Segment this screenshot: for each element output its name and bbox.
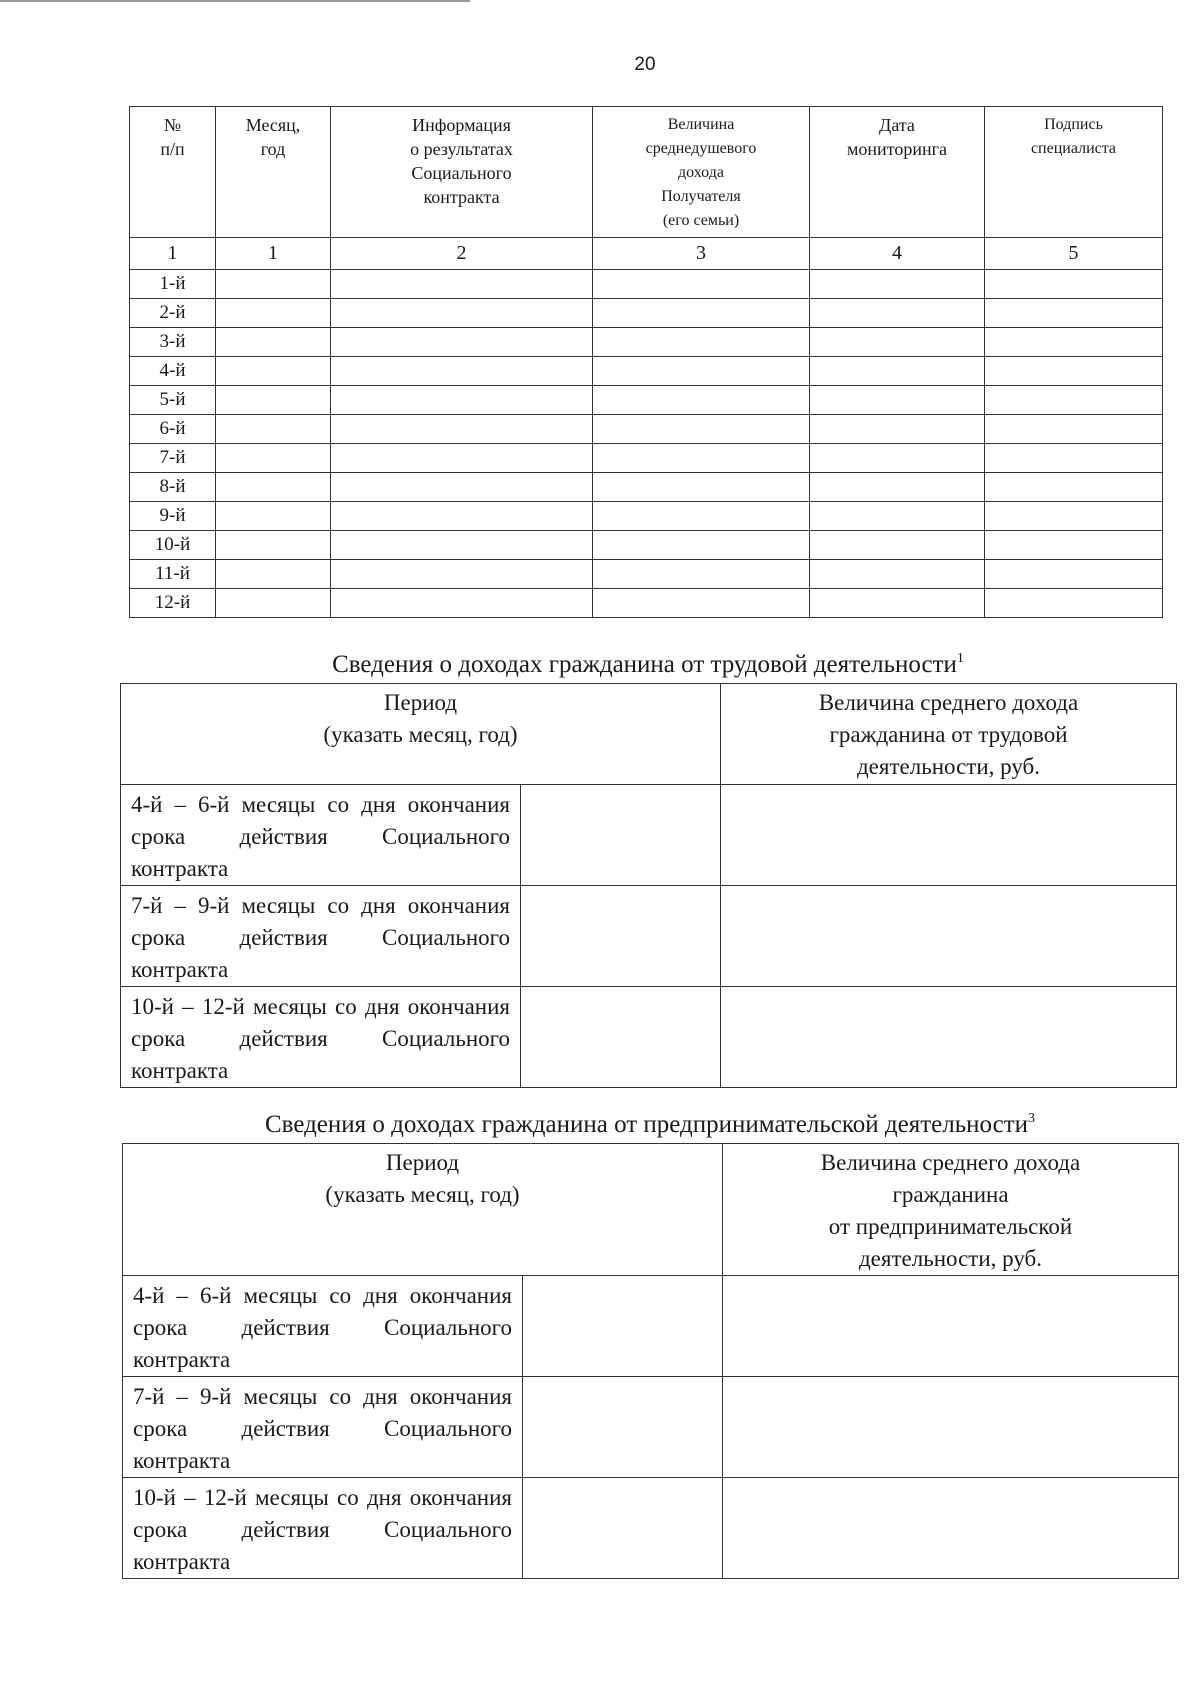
- average-income-cell[interactable]: [593, 560, 810, 589]
- contract-results-cell[interactable]: [331, 299, 593, 328]
- average-income-cell[interactable]: [593, 415, 810, 444]
- table-row: [123, 1276, 1179, 1377]
- labor-income-title: [120, 650, 1176, 680]
- signature-cell[interactable]: [985, 270, 1163, 299]
- contract-results-cell[interactable]: [331, 270, 593, 299]
- column-number: 3: [593, 238, 810, 270]
- income-value-cell[interactable]: [721, 886, 1177, 987]
- business-income-table: [122, 1143, 1179, 1579]
- income-value-cell[interactable]: [721, 785, 1177, 886]
- month-year-cell[interactable]: [216, 357, 331, 386]
- column-number: 5: [985, 238, 1163, 270]
- average-income-cell[interactable]: [593, 270, 810, 299]
- month-year-cell[interactable]: [216, 502, 331, 531]
- monitoring-table: [129, 106, 1163, 618]
- monitoring-date-cell[interactable]: [810, 444, 985, 473]
- income-value-cell[interactable]: [723, 1478, 1179, 1579]
- table-row: [123, 1377, 1179, 1478]
- contract-results-cell[interactable]: [331, 444, 593, 473]
- month-year-cell[interactable]: [216, 299, 331, 328]
- monitoring-date-cell[interactable]: [810, 415, 985, 444]
- month-year-cell[interactable]: [216, 270, 331, 299]
- month-year-cell[interactable]: [216, 386, 331, 415]
- header-monitoring-date: Дата мониторинга: [810, 107, 985, 238]
- monitoring-date-cell[interactable]: [810, 357, 985, 386]
- business-income-title-text: Сведения о доходах гражданина от предпринимательской деятельности: [264, 1111, 1029, 1138]
- contract-results-cell[interactable]: [331, 357, 593, 386]
- table-row: [130, 560, 1163, 589]
- labor-income-title-text: Сведения о доходах гражданина от трудовой деятельности: [332, 651, 957, 678]
- signature-cell[interactable]: [985, 299, 1163, 328]
- table-row: [121, 886, 1177, 987]
- footnote-marker: 3: [1028, 1111, 1036, 1126]
- table-row: [130, 270, 1163, 299]
- table-row: [130, 531, 1163, 560]
- monitoring-header-row: [130, 107, 1163, 238]
- average-income-cell[interactable]: [593, 328, 810, 357]
- column-number: 1: [216, 238, 331, 270]
- period-label: 4-й – 6-й месяцы со дня окончания срока действия Социального контракта: [121, 785, 521, 886]
- labor-income-header-row: [121, 684, 1177, 785]
- labor-income-table: [120, 683, 1177, 1088]
- period-label: 7-й – 9-й месяцы со дня окончания срока действия Социального контракта: [123, 1377, 523, 1478]
- contract-results-cell[interactable]: [331, 328, 593, 357]
- period-label: 10-й – 12-й месяцы со дня окончания срока действия Социального контракта: [123, 1478, 523, 1579]
- income-value-cell[interactable]: [721, 987, 1177, 1088]
- average-income-cell[interactable]: [593, 589, 810, 618]
- average-income-cell[interactable]: [593, 473, 810, 502]
- column-number-row: [130, 238, 1163, 270]
- row-label: 8-й: [130, 473, 216, 502]
- period-date-cell[interactable]: [521, 886, 721, 987]
- table-row: [130, 589, 1163, 618]
- table-row: [130, 444, 1163, 473]
- monitoring-date-cell[interactable]: [810, 328, 985, 357]
- business-income-header-row: [123, 1144, 1179, 1276]
- row-label: 11-й: [130, 560, 216, 589]
- row-label: 1-й: [130, 270, 216, 299]
- month-year-cell[interactable]: [216, 589, 331, 618]
- signature-cell[interactable]: [985, 357, 1163, 386]
- table-row: [130, 502, 1163, 531]
- header-number: № п/п: [130, 107, 216, 238]
- signature-cell[interactable]: [985, 386, 1163, 415]
- header-contract-results: Информация о результатах Социального контракта: [331, 107, 593, 238]
- signature-cell[interactable]: [985, 415, 1163, 444]
- month-year-cell[interactable]: [216, 444, 331, 473]
- row-label: 7-й: [130, 444, 216, 473]
- table-row: [130, 386, 1163, 415]
- month-year-cell[interactable]: [216, 415, 331, 444]
- header-average-income: Величина среднего дохода гражданина от предпринимательской деятельности, руб.: [723, 1144, 1179, 1276]
- period-label: 10-й – 12-й месяцы со дня окончания срока действия Социального контракта: [121, 987, 521, 1088]
- top-rule: [0, 0, 470, 2]
- column-number: 2: [331, 238, 593, 270]
- signature-cell[interactable]: [985, 531, 1163, 560]
- period-date-cell[interactable]: [523, 1377, 723, 1478]
- contract-results-cell[interactable]: [331, 473, 593, 502]
- period-label: 4-й – 6-й месяцы со дня окончания срока действия Социального контракта: [123, 1276, 523, 1377]
- signature-cell[interactable]: [985, 502, 1163, 531]
- header-specialist-signature: Подпись специалиста: [985, 107, 1163, 238]
- signature-cell[interactable]: [985, 444, 1163, 473]
- signature-cell[interactable]: [985, 473, 1163, 502]
- month-year-cell[interactable]: [216, 473, 331, 502]
- period-date-cell[interactable]: [523, 1478, 723, 1579]
- row-label: 2-й: [130, 299, 216, 328]
- monitoring-date-cell[interactable]: [810, 386, 985, 415]
- row-label: 10-й: [130, 531, 216, 560]
- average-income-cell[interactable]: [593, 531, 810, 560]
- header-month-year: Месяц, год: [216, 107, 331, 238]
- row-label: 4-й: [130, 357, 216, 386]
- month-year-cell[interactable]: [216, 560, 331, 589]
- header-period: Период (указать месяц, год): [123, 1144, 723, 1276]
- table-row: [123, 1478, 1179, 1579]
- period-date-cell[interactable]: [521, 987, 721, 1088]
- contract-results-cell[interactable]: [331, 531, 593, 560]
- row-label: 12-й: [130, 589, 216, 618]
- average-income-cell[interactable]: [593, 357, 810, 386]
- column-number: 4: [810, 238, 985, 270]
- income-value-cell[interactable]: [723, 1276, 1179, 1377]
- business-income-title: [122, 1110, 1178, 1140]
- monitoring-date-cell[interactable]: [810, 502, 985, 531]
- row-label: 6-й: [130, 415, 216, 444]
- average-income-cell[interactable]: [593, 444, 810, 473]
- table-row: [130, 299, 1163, 328]
- header-average-income: Величина среднедушевого дохода Получателя (его семьи): [593, 107, 810, 238]
- month-year-cell[interactable]: [216, 328, 331, 357]
- table-row: [130, 415, 1163, 444]
- header-period: Период (указать месяц, год): [121, 684, 721, 785]
- row-label: 5-й: [130, 386, 216, 415]
- table-row: [121, 987, 1177, 1088]
- contract-results-cell[interactable]: [331, 560, 593, 589]
- average-income-cell[interactable]: [593, 502, 810, 531]
- monitoring-date-cell[interactable]: [810, 560, 985, 589]
- month-year-cell[interactable]: [216, 531, 331, 560]
- contract-results-cell[interactable]: [331, 502, 593, 531]
- column-number: 1: [130, 238, 216, 270]
- average-income-cell[interactable]: [593, 386, 810, 415]
- table-row: [130, 473, 1163, 502]
- monitoring-date-cell[interactable]: [810, 473, 985, 502]
- monitoring-date-cell[interactable]: [810, 270, 985, 299]
- average-income-cell[interactable]: [593, 299, 810, 328]
- row-label: 3-й: [130, 328, 216, 357]
- monitoring-date-cell[interactable]: [810, 299, 985, 328]
- period-date-cell[interactable]: [523, 1276, 723, 1377]
- monitoring-date-cell[interactable]: [810, 531, 985, 560]
- signature-cell[interactable]: [985, 560, 1163, 589]
- header-average-income: Величина среднего дохода гражданина от трудовой деятельности, руб.: [721, 684, 1177, 785]
- row-label: 9-й: [130, 502, 216, 531]
- table-row: [130, 328, 1163, 357]
- period-date-cell[interactable]: [521, 785, 721, 886]
- table-row: [130, 357, 1163, 386]
- contract-results-cell[interactable]: [331, 589, 593, 618]
- contract-results-cell[interactable]: [331, 415, 593, 444]
- signature-cell[interactable]: [985, 328, 1163, 357]
- income-value-cell[interactable]: [723, 1377, 1179, 1478]
- footnote-marker: 1: [956, 651, 964, 666]
- table-row: [121, 785, 1177, 886]
- signature-cell[interactable]: [985, 589, 1163, 618]
- monitoring-date-cell[interactable]: [810, 589, 985, 618]
- page-number: 20: [634, 54, 656, 75]
- period-label: 7-й – 9-й месяцы со дня окончания срока действия Социального контракта: [121, 886, 521, 987]
- contract-results-cell[interactable]: [331, 386, 593, 415]
